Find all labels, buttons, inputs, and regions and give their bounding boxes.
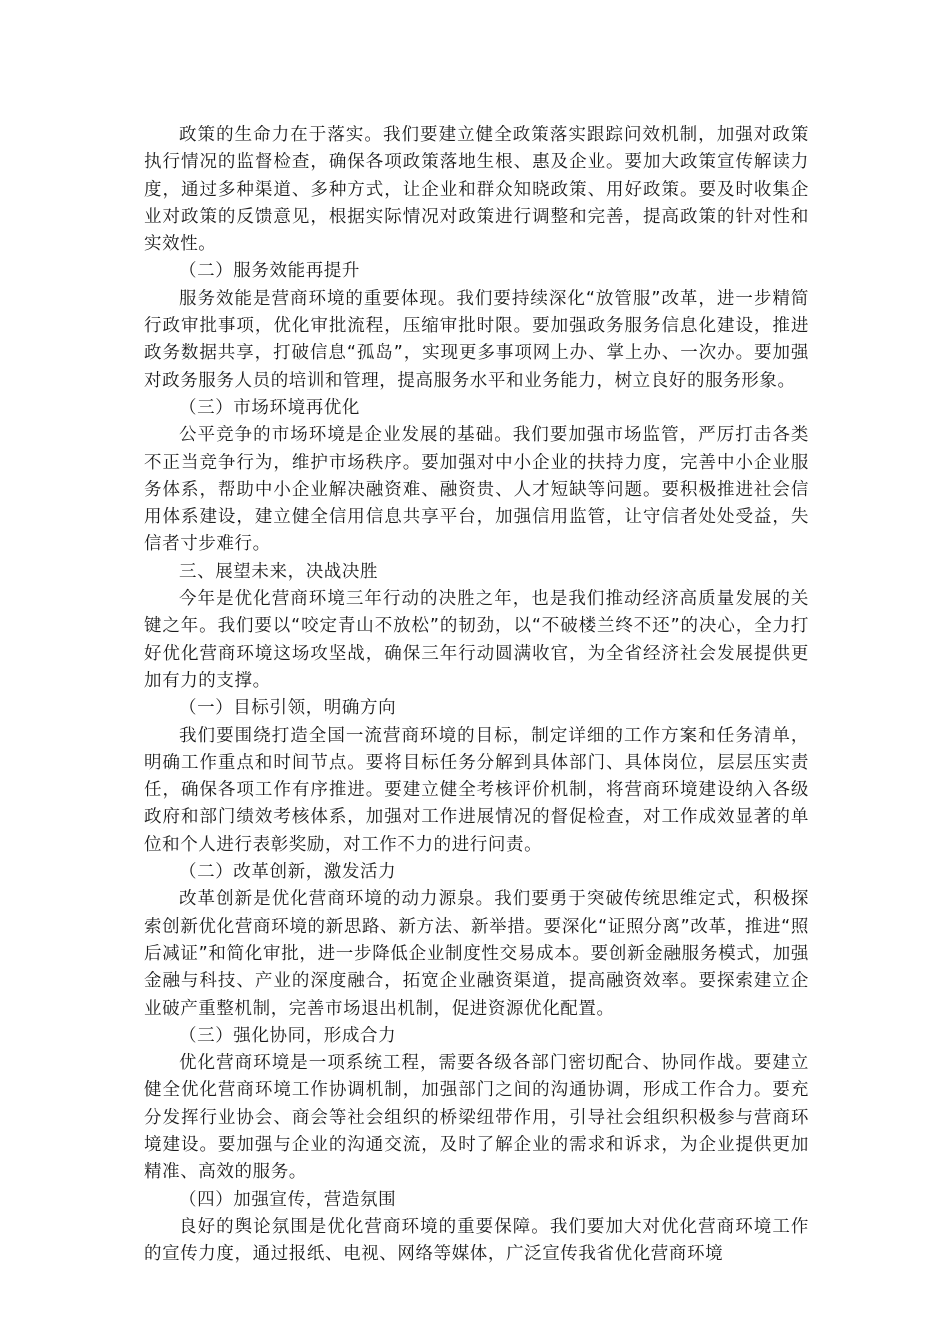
heading-goal-guidance: （一）目标引领，明确方向 xyxy=(179,698,397,719)
heading-reform-innovation: （二）改革创新，激发活力 xyxy=(179,862,397,883)
heading-coordination: （三）强化协同，形成合力 xyxy=(179,1025,397,1046)
heading-outlook: 三、展望未来，决战决胜 xyxy=(179,561,379,582)
paragraph-policy-implementation: 政策的生命力在于落实。我们要建立健全政策落实跟踪问效机制，加强对政策执行情况的监督检查，确保各项政策落地生根、惠及企业。要加大政策宣传解读力度，通过多种渠道、多种方式，让企业和群众知晓政策、用好政策。要及时收集企业对政策的反馈意见，根据实际情况对政策进行调整和完善，提高政策的针对性和实效性。 xyxy=(144,125,809,255)
heading-market-environment: （三）市场环境再优化 xyxy=(179,397,360,418)
paragraph-coordination: 优化营商环境是一项系统工程，需要各级各部门密切配合、协同作战。要建立健全优化营商环境工作协调机制，加强部门之间的沟通协调，形成工作合力。要充分发挥行业协会、商会等社会组织的桥梁纽带作用，引导社会组织积极参与营商环境建设。要加强与企业的沟通交流，及时了解企业的需求和诉求，为企业提供更加精准、高效的服务。 xyxy=(144,1053,809,1183)
paragraph-outlook: 今年是优化营商环境三年行动的决胜之年，也是我们推动经济高质量发展的关键之年。我们要以“咬定青山不放松”的韧劲，以“不破楼兰终不还”的决心，全力打好优化营商环境这场攻坚战，确保三年行动圆满收官，为全省经济社会发展提供更加有力的支撑。 xyxy=(144,589,809,691)
paragraph-service-efficiency: 服务效能是营商环境的重要体现。我们要持续深化“放管服”改革，进一步精简行政审批事项，优化审批流程，压缩审批时限。要加强政务服务信息化建设，推进政务数据共享，打破信息“孤岛”，实现更多事项网上办、掌上办、一次办。要加强对政务服务人员的培训和管理，提高服务水平和业务能力，树立良好的服务形象。 xyxy=(144,288,809,391)
paragraph-goal-guidance: 我们要围绕打造全国一流营商环境的目标，制定详细的工作方案和任务清单，明确工作重点和时间节点。要将目标任务分解到具体部门、具体岗位，层层压实责任，确保各项工作有序推进。要建立健全考核评价机制，将营商环境建设纳入各级政府和部门绩效考核体系，加强对工作进展情况的督促检查，对工作成效显著的单位和个人进行表彰奖励，对工作不力的进行问责。 xyxy=(144,725,809,855)
paragraph-reform-innovation: 改革创新是优化营商环境的动力源泉。我们要勇于突破传统思维定式，积极探索创新优化营商环境的新思路、新方法、新举措。要深化“证照分离”改革，推进“照后减证”和简化审批，进一步降低企业制度性交易成本。要创新金融服务模式，加强金融与科技、产业的深度融合，拓宽企业融资渠道，提高融资效率。要探索建立企业破产重整机制，完善市场退出机制，促进资源优化配置。 xyxy=(144,889,809,1019)
paragraph-market-environment: 公平竞争的市场环境是企业发展的基础。我们要加强市场监管，严厉打击各类不正当竞争行为，维护市场秩序。要加强对中小企业的扶持力度，完善中小企业服务体系，帮助中小企业解决融资难、融资贵、人才短缺等问题。要积极推进社会信用体系建设，建立健全信用信息共享平台，加强信用监管，让守信者处处受益，失信者寸步难行。 xyxy=(144,425,809,555)
document-body xyxy=(144,122,809,1268)
paragraph-publicity: 良好的舆论氛围是优化营商环境的重要保障。我们要加大对优化营商环境工作的宣传力度，通过报纸、电视、网络等媒体，广泛宣传我省优化营商环境 xyxy=(144,1216,809,1265)
heading-service-efficiency: （二）服务效能再提升 xyxy=(179,261,360,282)
heading-publicity: （四）加强宣传，营造氛围 xyxy=(179,1189,397,1210)
